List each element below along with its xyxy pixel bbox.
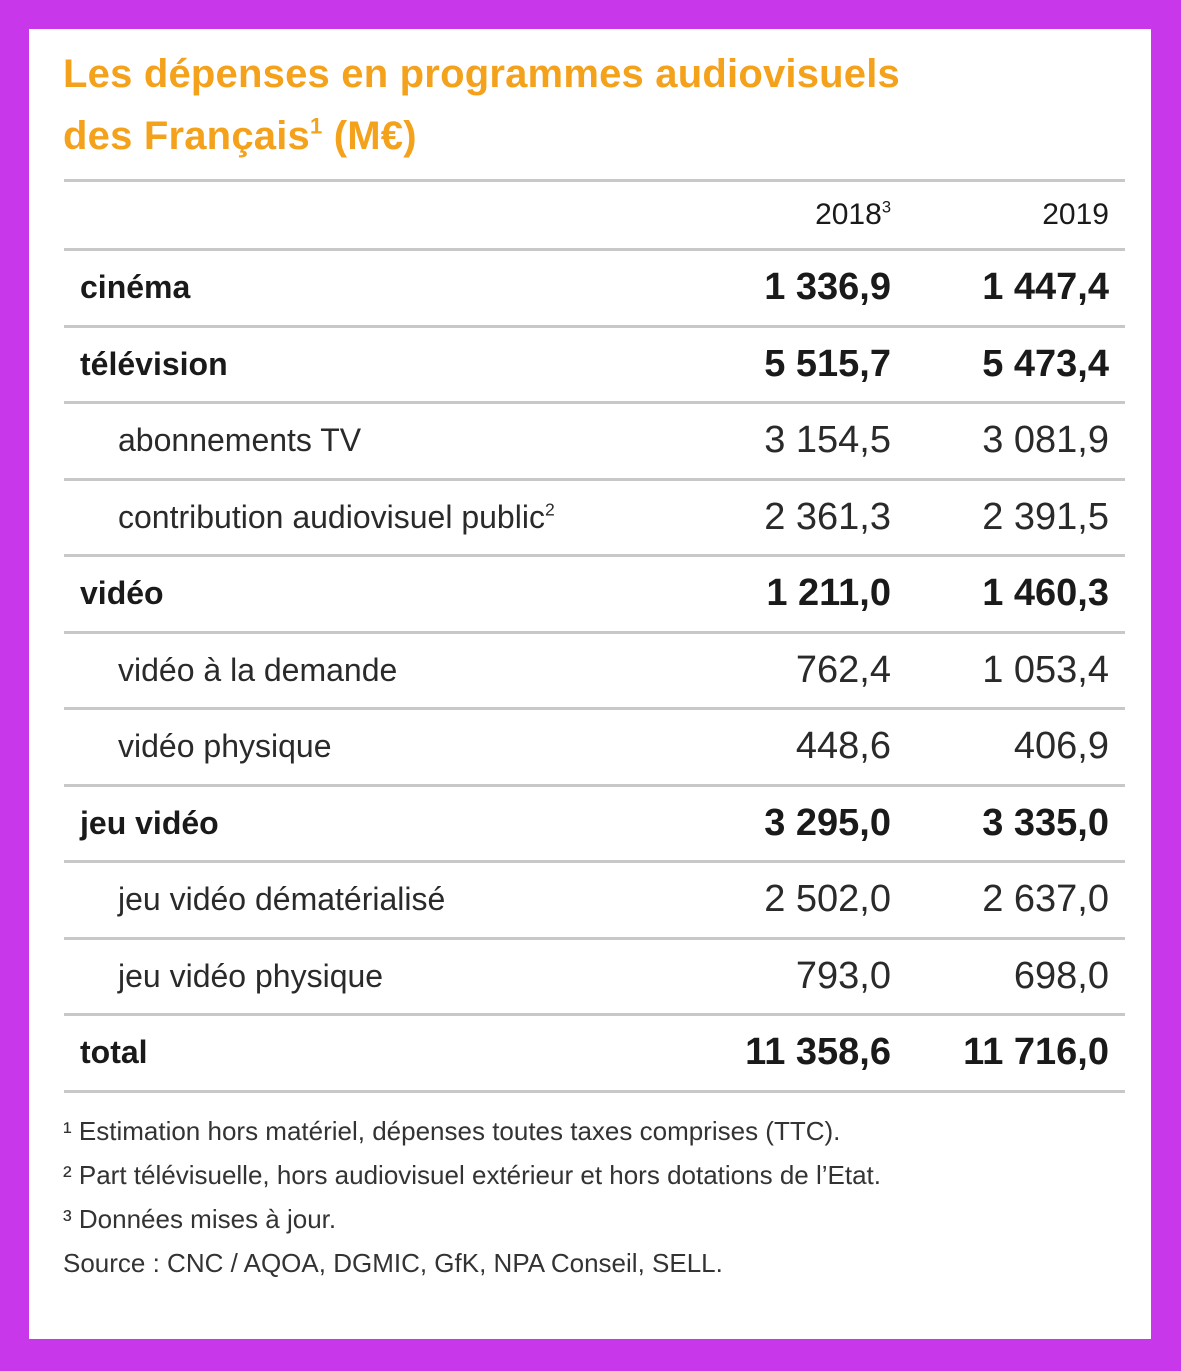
row-label-text: vidéo physique [118, 728, 332, 765]
row-label-text: jeu vidéo physique [118, 957, 384, 994]
cell-value-2018: 5 515,7 [764, 342, 891, 385]
cell-value-2019: 3 081,9 [982, 419, 1109, 462]
row-label-text: contribution audiovisuel public [118, 498, 545, 535]
cell-value-2018: 793,0 [795, 954, 891, 997]
footnotes [63, 1109, 1123, 1285]
footnote-1: ¹ Estimation hors matériel, dépenses toutes taxes comprises (TTC). [63, 1116, 841, 1146]
row-label-text: abonnements TV [118, 422, 362, 459]
footnote-2: ² Part télévisuelle, hors audiovisuel extérieur et hors dotations de l’Etat. [63, 1160, 881, 1190]
cell-value-2018: 3 295,0 [764, 801, 891, 844]
source-note: Source : CNC / AQOA, DGMIC, GfK, NPA Conseil, SELL. [63, 1248, 723, 1278]
row-label-text: cinéma [80, 269, 191, 306]
cell-value-2018: 3 154,5 [764, 419, 891, 462]
cell-value-2019: 1 053,4 [982, 648, 1109, 691]
cell-value-2018: 2 361,3 [764, 495, 891, 538]
row-label [80, 346, 228, 383]
row-label-text: total [80, 1034, 148, 1071]
row-label [118, 422, 361, 459]
table-row [64, 787, 1125, 864]
table-header-row [64, 182, 1125, 251]
row-label [80, 805, 219, 842]
cell-value-2019: 11 716,0 [963, 1031, 1109, 1074]
table-row [64, 710, 1125, 787]
table-row [64, 634, 1125, 711]
cell-value-2018: 762,4 [795, 648, 891, 691]
row-label [118, 881, 445, 918]
table-card [29, 29, 1151, 1339]
cell-value-2019: 1 447,4 [982, 266, 1109, 309]
table-row [64, 557, 1125, 634]
table-row [64, 1016, 1125, 1093]
title-footnote-marker: 1 [309, 113, 323, 139]
cell-value-2018: 2 502,0 [764, 878, 891, 921]
column-header-2019: 2019 [1042, 198, 1109, 231]
table-title [63, 43, 1063, 167]
title-line-2: des Français [63, 114, 310, 158]
table-row [64, 481, 1125, 558]
column-header-2018: 2018$^3$ [815, 198, 891, 231]
row-label [80, 575, 164, 612]
row-label [118, 652, 397, 689]
table-row [64, 328, 1125, 405]
row-label-text: jeu vidéo [80, 804, 219, 841]
table-row [64, 404, 1125, 481]
row-label [118, 499, 555, 536]
title-unit: (M€) [322, 114, 417, 158]
footnote-3: ³ Données mises à jour. [63, 1204, 337, 1234]
row-label [80, 1034, 148, 1071]
data-table [64, 179, 1125, 1093]
cell-value-2018: 1 336,9 [764, 266, 891, 309]
cell-value-2019: 5 473,4 [982, 342, 1109, 385]
table-row [64, 863, 1125, 940]
cell-value-2019: 3 335,0 [982, 801, 1109, 844]
cell-value-2019: 406,9 [1013, 725, 1109, 768]
table-row [64, 940, 1125, 1017]
cell-value-2018: 448,6 [795, 725, 891, 768]
cell-value-2018: 11 358,6 [745, 1031, 891, 1074]
title-line-1: Les dépenses en programmes audiovisuels [63, 52, 900, 96]
row-label [118, 958, 383, 995]
row-label [80, 269, 190, 306]
row-label-footnote: 2 [544, 499, 555, 520]
cell-value-2019: 2 637,0 [982, 878, 1109, 921]
column-header-2018-footnote: 3 [881, 198, 891, 217]
row-label-text: vidéo à la demande [118, 651, 398, 688]
row-label-text: télévision [80, 345, 228, 382]
row-label-text: vidéo [80, 575, 164, 612]
row-label [118, 728, 331, 765]
cell-value-2019: 698,0 [1013, 954, 1109, 997]
table-row [64, 251, 1125, 328]
cell-value-2018: 1 211,0 [766, 572, 891, 615]
cell-value-2019: 2 391,5 [982, 495, 1109, 538]
row-label-text: jeu vidéo dématérialisé [118, 881, 446, 918]
cell-value-2019: 1 460,3 [982, 572, 1109, 615]
